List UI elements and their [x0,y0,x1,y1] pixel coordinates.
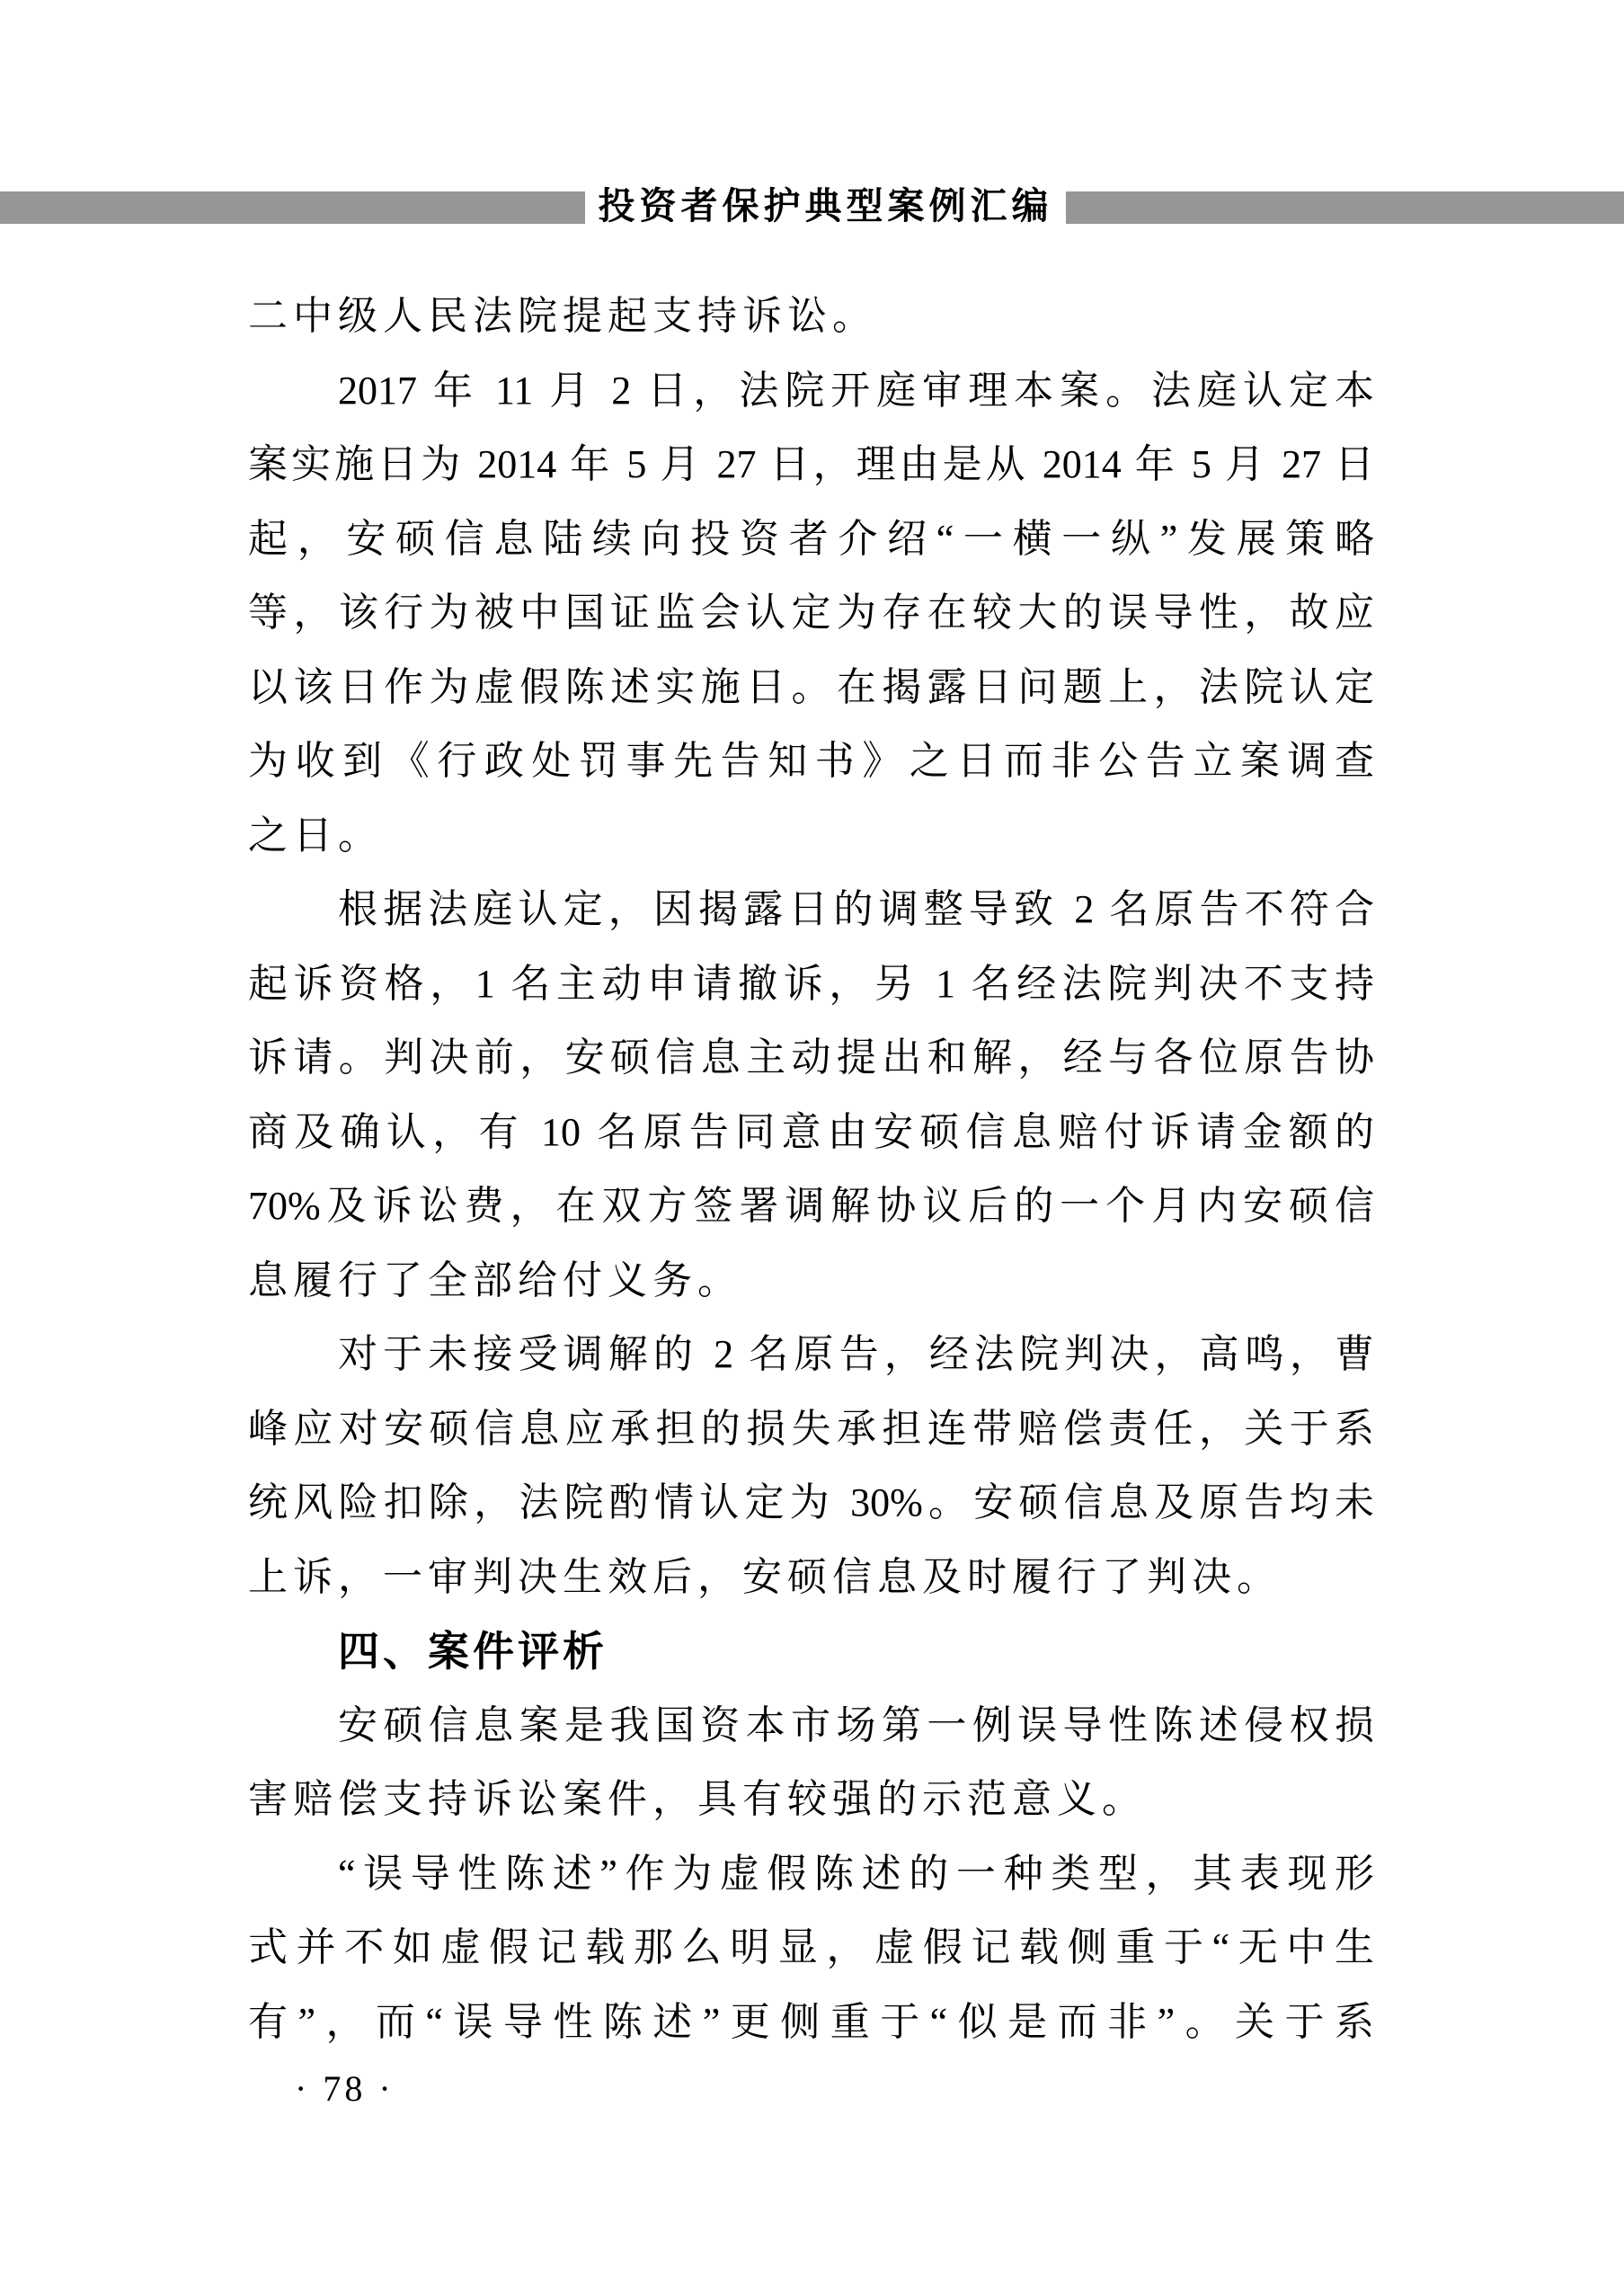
text-line: 峰应对安硕信息应承担的损失承担连带赔偿责任，关于系 [248,1406,1374,1451]
running-head-title: 投资者保护典型案例汇编 [598,185,1053,227]
text-line: 商及确认，有 10 名原告同意由安硕信息赔付诉请金额的 [248,1109,1374,1154]
text-line: 统风险扣除，法院酌情认定为 30%。安硕信息及原告均未 [248,1480,1374,1524]
text-line: 起诉资格，1 名主动申请撤诉，另 1 名经法院判决不支持 [248,961,1374,1006]
text-line: 上诉，一审判决生效后，安硕信息及时履行了判决。 [248,1554,1282,1599]
text-line: 70%及诉讼费，在双方签署调解协议后的一个月内安硕信 [248,1184,1374,1228]
text-line: 对于未接受调解的 2 名原告，经法院判决，高鸣，曹 [338,1332,1374,1376]
section-heading: 四、案件评析 [338,1628,608,1675]
text-line: 二中级人民法院提起支持诉讼。 [248,294,877,338]
text-line: 根据法庭认定，因揭露日的调整导致 2 名原告不符合 [338,887,1374,931]
header-rule-right [1066,191,1624,224]
text-line: 2017 年 11 月 2 日，法院开庭审理本案。法庭认定本 [338,368,1374,413]
header-rule-left [0,191,585,224]
text-line: 案实施日为 2014 年 5 月 27 日，理由是从 2014 年 5 月 27 日 [248,442,1374,486]
text-line: 等，该行为被中国证监会认定为存在较大的误导性，故应 [248,591,1374,635]
text-line: 之日。 [248,813,383,858]
text-line: 起，安硕信息陆续向投资者介绍“一横一纵”发展策略 [248,516,1374,561]
text-line: “误导性陈述”作为虚假陈述的一种类型，其表现形 [338,1851,1374,1896]
text-line: 害赔偿支持诉讼案件，具有较强的示范意义。 [248,1777,1147,1821]
text-line: 息履行了全部给付义务。 [248,1258,742,1302]
text-line: 式并不如虚假记载那么明显，虚假记载侧重于“无中生 [248,1925,1374,1969]
text-line: 以该日作为虚假陈述实施日。在揭露日问题上，法院认定 [248,664,1374,709]
page-number: · 78 · [295,2068,395,2109]
body-text [248,280,1374,2059]
text-line: 为收到《行政处罚事先告知书》之日而非公告立案调查 [248,739,1374,783]
text-line: 有”，而“误导性陈述”更侧重于“似是而非”。关于系 [248,1999,1374,2044]
text-line: 安硕信息案是我国资本市场第一例误导性陈述侵权损 [338,1702,1374,1747]
text-line: 诉请。判决前，安硕信息主动提出和解，经与各位原告协 [248,1035,1374,1080]
